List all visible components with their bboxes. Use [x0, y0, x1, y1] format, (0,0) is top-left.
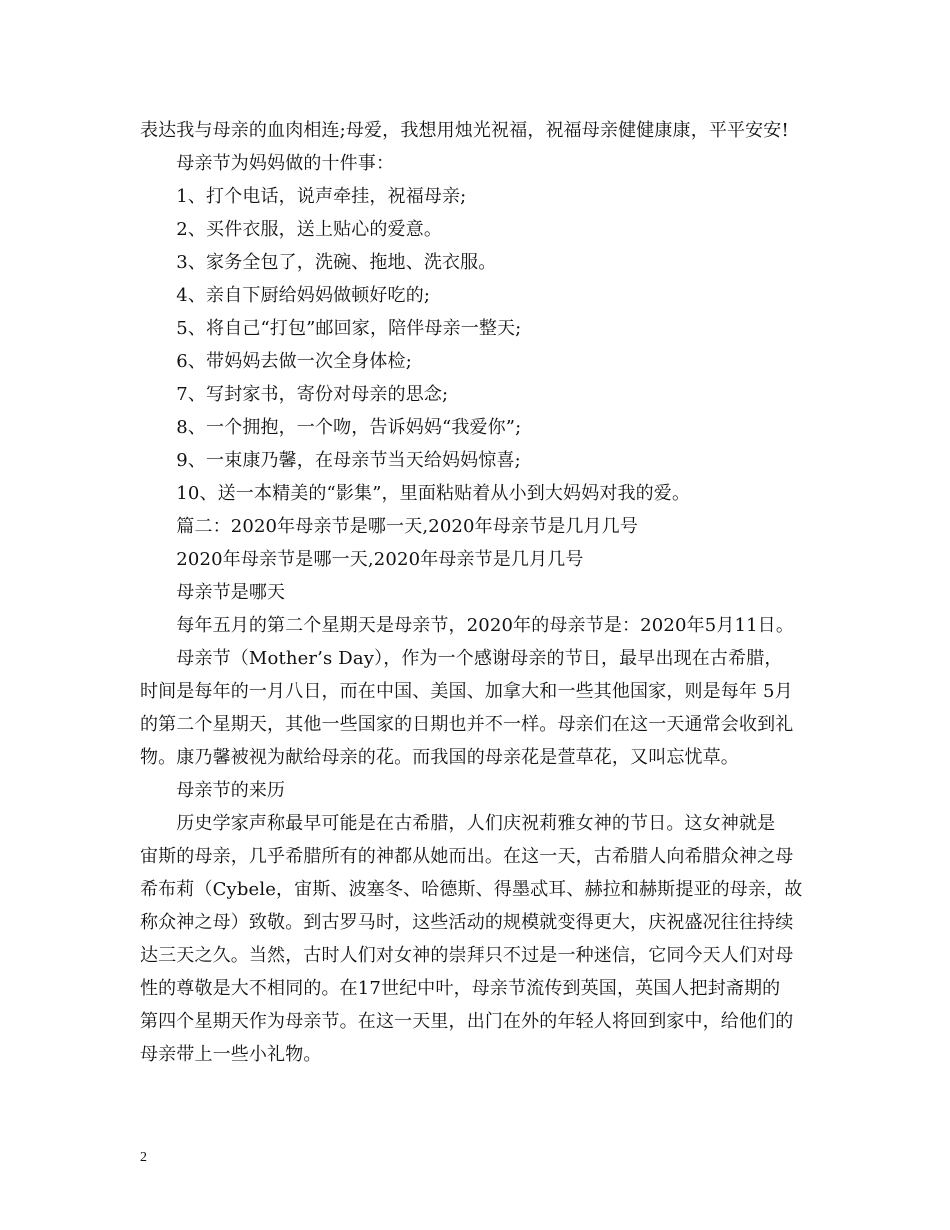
text-line: 7、写封家书，寄份对母亲的思念; — [140, 384, 449, 405]
text-line: 9、一束康乃馨，在母亲节当天给妈妈惊喜; — [140, 450, 521, 471]
text-line: 6、带妈妈去做一次全身体检; — [140, 351, 412, 372]
text-line: 希布莉（Cybele，宙斯、波塞冬、哈德斯、得墨忒耳、赫拉和赫斯提亚的母亲，故 — [140, 879, 803, 900]
text-line: 历史学家声称最早可能是在古希腊，人们庆祝莉雅女神的节日。这女神就是 — [140, 813, 776, 834]
text-line: 4、亲自下厨给妈妈做顿好吃的; — [140, 285, 431, 306]
text-line: 8、一个拥抱，一个吻，告诉妈妈“我爱你”; — [140, 417, 522, 438]
section-heading: 篇二：2020年母亲节是哪一天,2020年母亲节是几月几号 — [140, 516, 638, 537]
text-line: 10、送一本精美的“影集”，里面粘贴着从小到大妈妈对我的爱。 — [140, 483, 691, 504]
text-line: 性的尊敬是大不相同的。在17世纪中叶，母亲节流传到英国，英国人把封斋期的 — [140, 978, 781, 999]
text-line: 时间是每年的一月八日，而在中国、美国、加拿大和一些其他国家，则是每年 5月 — [140, 681, 793, 702]
subheading: 母亲节是哪天 — [140, 582, 286, 603]
text-line: 1、打个电话，说声牵挂，祝福母亲; — [140, 186, 467, 207]
text-line: 表达我与母亲的血肉相连;母爱，我想用烛光祝福，祝福母亲健健康康，平平安安! — [140, 120, 789, 141]
text-line: 2、买件衣服，送上贴心的爱意。 — [140, 219, 443, 240]
text-line: 5、将自己“打包”邮回家，陪伴母亲一整天; — [140, 318, 522, 339]
text-line: 母亲节（Mother’s Day），作为一个感谢母亲的节日，最早出现在古希腊， — [140, 648, 783, 669]
subheading: 母亲节的来历 — [140, 780, 286, 801]
text-line: 每年五月的第二个星期天是母亲节，2020年的母亲节是：2020年5月11日。 — [140, 615, 794, 636]
text-line: 3、家务全包了，洗碗、拖地、洗衣服。 — [140, 252, 497, 273]
text-line: 的第二个星期天，其他一些国家的日期也并不一样。母亲们在这一天通常会收到礼 — [140, 714, 794, 735]
text-line: 母亲节为妈妈做的十件事： — [140, 153, 395, 174]
text-line: 达三天之久。当然，古时人们对女神的崇拜只不过是一种迷信，它同今天人们对母 — [140, 945, 794, 966]
text-line: 第四个星期天作为母亲节。在这一天里，出门在外的年轻人将回到家中，给他们的 — [140, 1011, 794, 1032]
page-number: 2 — [140, 1150, 147, 1165]
text-line: 物。康乃馨被视为献给母亲的花。而我国的母亲花是萱草花，又叫忘忧草。 — [140, 747, 739, 768]
text-line: 2020年母亲节是哪一天,2020年母亲节是几月几号 — [140, 549, 584, 570]
text-line: 宙斯的母亲，几乎希腊所有的神都从她而出。在这一天，古希腊人向希腊众神之母 — [140, 846, 794, 867]
text-line: 母亲带上一些小礼物。 — [140, 1044, 322, 1065]
text-line: 称众神之母）致敬。到古罗马时，这些活动的规模就变得更大，庆祝盛况往往持续 — [140, 912, 794, 933]
